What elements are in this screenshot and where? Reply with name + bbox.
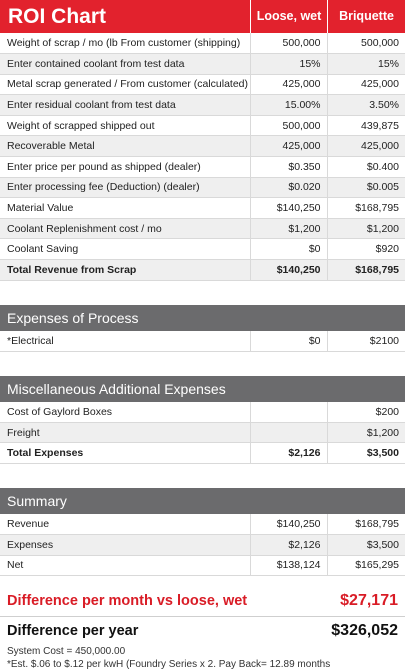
row-label: Total Expenses [0,443,250,464]
table-row [0,198,405,219]
briquette-value: $3,500 [327,535,405,556]
briquette-value: $168,795 [327,260,405,281]
table-row [0,443,405,464]
loose-value: $140,250 [250,514,327,535]
process-table [0,331,405,352]
briquette-value: $168,795 [327,198,405,219]
row-label: Revenue [0,514,250,535]
chart-header [0,0,405,33]
briquette-value: 3.50% [327,95,405,116]
row-label: Total Revenue from Scrap [0,260,250,281]
briquette-value: $2100 [327,331,405,352]
loose-value: $138,124 [250,555,327,576]
loose-value: 425,000 [250,136,327,157]
table-row [0,177,405,198]
row-label: *Electrical [0,331,250,352]
section-title-misc: Miscellaneous Additional Expenses [0,376,405,402]
section-title-process: Expenses of Process [0,305,405,331]
row-label: Enter processing fee (Deduction) (dealer) [0,177,250,198]
loose-value: $2,126 [250,535,327,556]
misc-table [0,402,405,464]
briquette-value: $165,295 [327,555,405,576]
briquette-value: $920 [327,239,405,260]
table-row [0,535,405,556]
difference-month-label: Difference per month vs loose, wet [7,593,248,610]
chart-title: ROI Chart [0,0,250,33]
column-header-briquette: Briquette [327,0,405,33]
briquette-value: $168,795 [327,514,405,535]
difference-per-year [0,617,405,645]
briquette-value: 15% [327,54,405,75]
electricity-note: *Est. $.06 to $.12 per kwH (Foundry Series x 2. Pay Back= 12.89 months [7,659,331,671]
table-row [0,239,405,260]
briquette-value: $3,500 [327,443,405,464]
briquette-value: 500,000 [327,33,405,54]
row-label: Net [0,555,250,576]
table-row [0,218,405,239]
table-row [0,514,405,535]
table-row [0,157,405,178]
difference-per-month [0,586,405,617]
briquette-value: $0.400 [327,157,405,178]
difference-month-value: $27,171 [340,592,398,610]
loose-value: $0.350 [250,157,327,178]
row-label: Weight of scrapped shipped out [0,115,250,136]
row-label: Coolant Saving [0,239,250,260]
row-label: Coolant Replenishment cost / mo [0,218,250,239]
loose-value: $140,250 [250,260,327,281]
table-row [0,74,405,95]
loose-value: 425,000 [250,74,327,95]
briquette-value: 425,000 [327,136,405,157]
table-row [0,331,405,352]
table-row [0,555,405,576]
table-row [0,115,405,136]
table-row [0,260,405,281]
loose-value: $2,126 [250,443,327,464]
row-label: Recoverable Metal [0,136,250,157]
briquette-value: $1,200 [327,422,405,443]
briquette-value: 439,875 [327,115,405,136]
table-row [0,33,405,54]
system-cost-note: System Cost = 450,000.00 [7,646,126,658]
row-label: Expenses [0,535,250,556]
loose-value: $1,200 [250,218,327,239]
difference-year-value: $326,052 [331,622,398,640]
briquette-value: $0.005 [327,177,405,198]
loose-value: $0.020 [250,177,327,198]
loose-value: $0 [250,239,327,260]
section-title-summary: Summary [0,488,405,514]
summary-table [0,514,405,576]
row-label: Cost of Gaylord Boxes [0,402,250,423]
table-row [0,54,405,75]
loose-value: 500,000 [250,115,327,136]
revenue-table [0,33,405,281]
row-label: Freight [0,422,250,443]
column-header-loose: Loose, wet [250,0,327,33]
table-row [0,136,405,157]
briquette-value: 425,000 [327,74,405,95]
row-label: Enter contained coolant from test data [0,54,250,75]
loose-value: $140,250 [250,198,327,219]
table-row [0,95,405,116]
briquette-value: $1,200 [327,218,405,239]
table-row [0,402,405,423]
table-row [0,422,405,443]
loose-value: $0 [250,331,327,352]
row-label: Weight of scrap / mo (lb From customer (shipping) [0,33,250,54]
loose-value: 15% [250,54,327,75]
row-label: Metal scrap generated / From customer (calculated) [0,74,250,95]
briquette-value: $200 [327,402,405,423]
row-label: Material Value [0,198,250,219]
row-label: Enter residual coolant from test data [0,95,250,116]
loose-value [250,422,327,443]
loose-value: 15.00% [250,95,327,116]
loose-value [250,402,327,423]
loose-value: 500,000 [250,33,327,54]
row-label: Enter price per pound as shipped (dealer) [0,157,250,178]
difference-year-label: Difference per year [7,623,139,640]
